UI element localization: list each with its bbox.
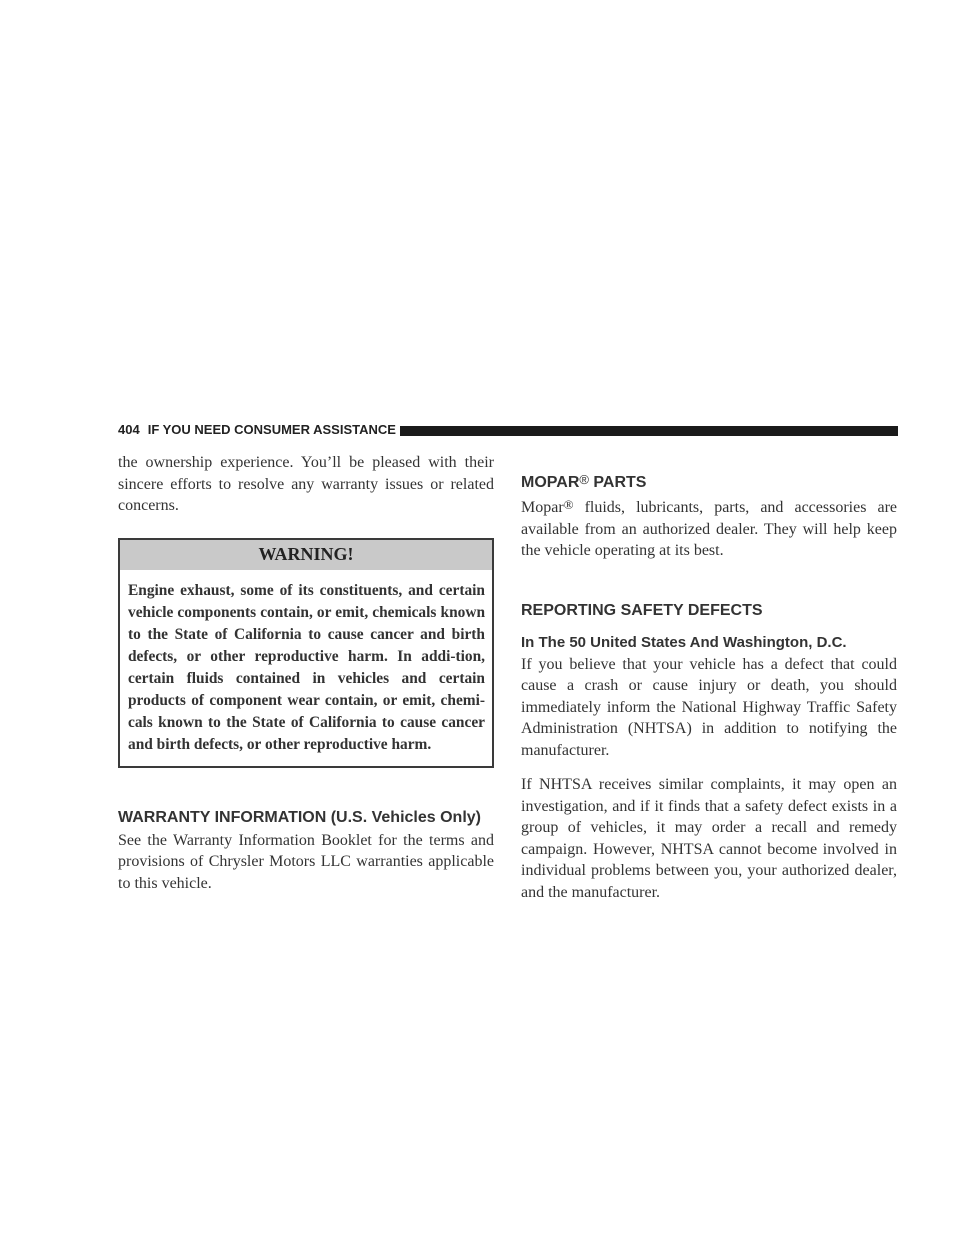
- registered-mark-inline: ®: [563, 497, 574, 512]
- safety-paragraph-2: If NHTSA receives similar complaints, it may open an investigation, and if it finds that a safety defect exists in a group of vehicles, it may order a recall and remedy campaign. However, NHTSA cannot become involved in individual problems between you, your authorized dealer, and the manufacturer.: [521, 776, 897, 901]
- warning-box: [118, 538, 494, 768]
- mopar-heading-a: MOPAR: [521, 474, 580, 491]
- mopar-paragraph: [521, 494, 897, 562]
- safety-subheading: In The 50 United States And Washington, D.C.: [521, 633, 847, 651]
- page-header: [118, 421, 898, 439]
- section-title: IF YOU NEED CONSUMER ASSISTANCE: [147, 422, 396, 437]
- safety-heading: REPORTING SAFETY DEFECTS: [521, 601, 763, 619]
- header-rule: [400, 426, 898, 436]
- registered-mark: ®: [579, 472, 589, 487]
- page-number: 404: [118, 422, 140, 437]
- right-column: [521, 452, 897, 903]
- warning-text: Engine exhaust, some of its constituents, and certain vehicle components contain, or emit, chemicals known to the State of California to cause cancer and birth defects, or other reproductive harm. In addi-tion, certain fluids contained in vehicles and certain products of component wear contain, or emit, chemi-cals known to the State of California to cause cancer and birth defects, or other reproductive harm.: [128, 581, 485, 753]
- intro-paragraph: the ownership experience. You’ll be pleased with their sincere efforts to resolve any warranty issues or related concerns.: [118, 454, 494, 514]
- left-column: [118, 452, 494, 894]
- page-header-text: [118, 421, 396, 439]
- warranty-paragraph: See the Warranty Information Booklet for the terms and provisions of Chrysler Motors LLC warranties applicable to this vehicle.: [118, 831, 494, 892]
- mopar-heading-b: PARTS: [588, 474, 647, 491]
- mopar-text-a: Mopar: [521, 499, 564, 516]
- safety-paragraph-1: If you believe that your vehicle has a defect that could cause a crash or cause injury or death, you should immediately inform the National Highway Traffic Safety Administration (NHTSA) in addition to notifying the manufacturer.: [521, 655, 897, 759]
- warning-title: WARNING!: [120, 540, 492, 570]
- warranty-heading: WARRANTY INFORMATION (U.S. Vehicles Only): [118, 808, 481, 826]
- mopar-text-b: fluids, lubricants, parts, and accessories are available from an authorized dealer. They will help keep the vehicle operating at its best.: [521, 499, 897, 559]
- mopar-heading: [521, 470, 897, 493]
